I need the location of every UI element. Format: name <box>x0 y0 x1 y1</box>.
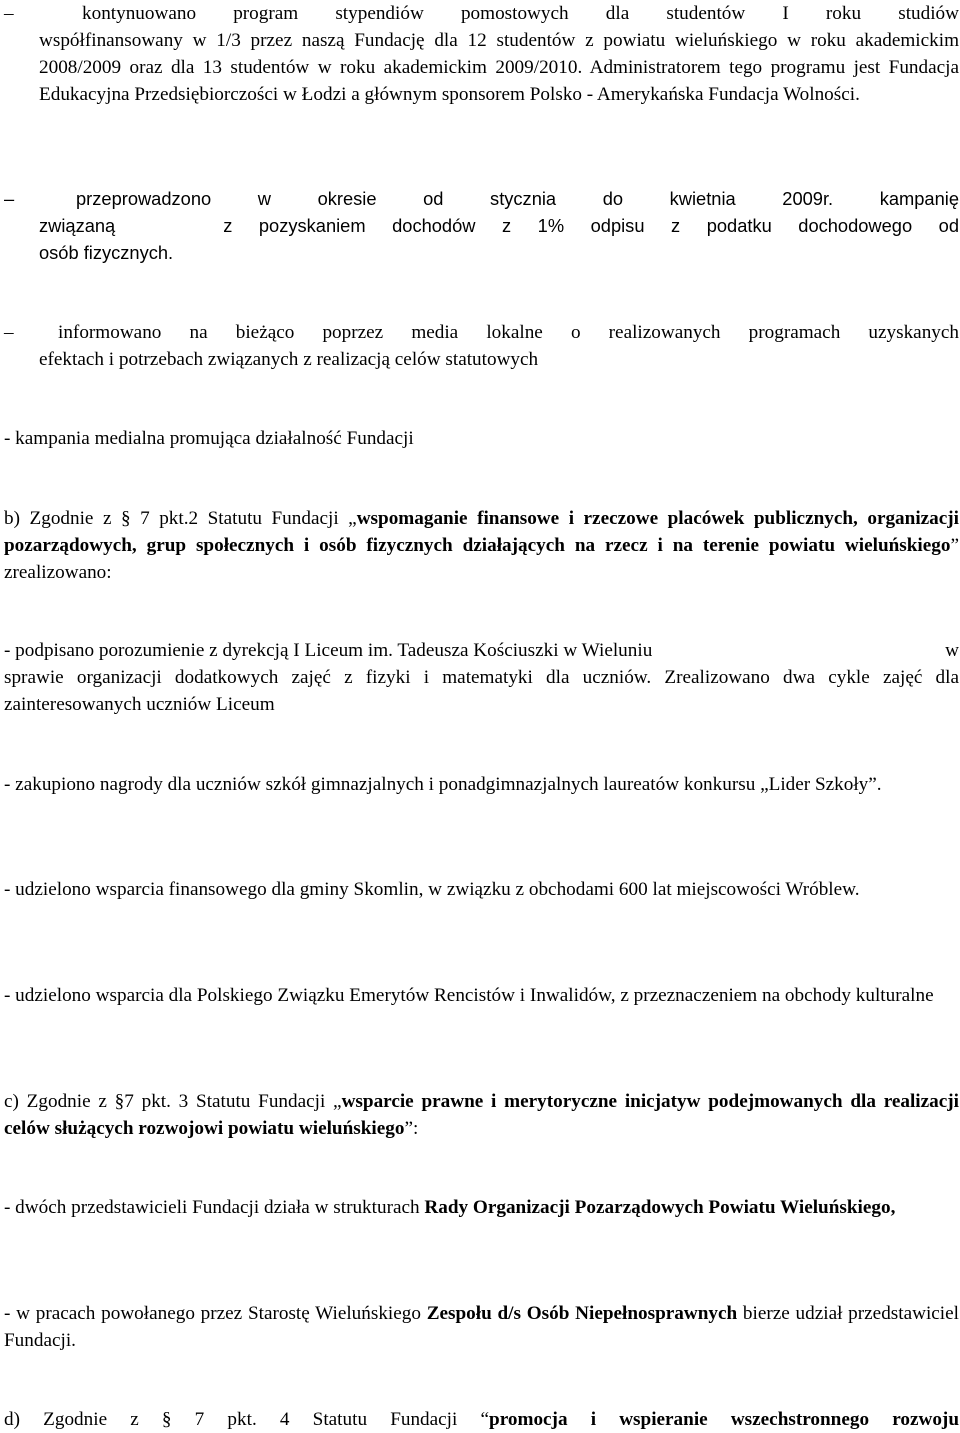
paragraph-text: efektach i potrzebach związanych z realizacją celów statutowych <box>39 349 539 370</box>
paragraph-text: - dwóch przedstawicieli Fundacji działa w strukturach Rady Organizacji Pozarządowych Powiatu Wieluńskiego, <box>4 1197 896 1218</box>
paragraph-line: osób fizycznych. <box>39 242 174 263</box>
paragraph-text: - udzielono wsparcia dla Polskiego Związku Emerytów Rencistów i Inwalidów, z przeznaczeniem na obchody kulturalne <box>4 985 934 1006</box>
paragraph-text: - kampania medialna promująca działalność Fundacji <box>4 428 414 449</box>
paragraph-pkt3 <box>4 1088 959 1142</box>
paragraph-porozumienie <box>4 637 959 718</box>
list-dash: – <box>4 188 15 209</box>
paragraph-line: - podpisano porozumienie z dyrekcją I Liceum im. Tadeusza Kościuszki w Wieluniu w <box>4 640 959 661</box>
list-dash: – <box>4 322 14 343</box>
list-dash: – <box>4 3 14 24</box>
paragraph-rada <box>4 1194 959 1221</box>
paragraph-zespol <box>4 1300 959 1354</box>
paragraph-line: informowano na bieżąco poprzez media lokalne o realizowanych programach uzyskanych <box>58 322 959 343</box>
paragraph-line: przeprowadzono w okresie od stycznia do kwietnia 2009r. kampanię <box>76 188 959 209</box>
paragraph-nagrody <box>4 771 959 798</box>
paragraph-skomlin <box>4 876 959 903</box>
paragraph-line: d) Zgodnie z § 7 pkt. 4 Statutu Fundacji “promocja i wspieranie wszechstronnego rozwoju <box>4 1409 959 1430</box>
paragraph-text: - zakupiono nagrody dla uczniów szkół gimnazjalnych i ponadgimnazjalnych laureatów konkursu „Lider Szkoły”. <box>4 774 882 795</box>
paragraph-pkt4 <box>4 1406 959 1433</box>
paragraph-line: związaną z pozyskaniem dochodów z 1% odpisu z podatku dochodowego od <box>39 215 959 236</box>
paragraph-text: c) Zgodnie z §7 pkt. 3 Statutu Fundacji „wsparcie prawne i merytoryczne inicjatyw podejmowanych dla realizacji celów służących rozwojowi powiatu wieluńskiego”: <box>4 1091 959 1139</box>
paragraph-kampania-1proc <box>4 185 959 266</box>
paragraph-kampania-medialna <box>4 425 959 452</box>
paragraph-pkt2 <box>4 505 959 586</box>
paragraph-media <box>4 319 959 373</box>
paragraph-line: kontynuowano program stypendiów pomostowych dla studentów I roku studiów <box>82 3 959 24</box>
paragraph-text: sprawie organizacji dodatkowych zajęć z fizyki i matematyki dla uczniów. Zrealizowano dwa cykle zajęć dla zainteresowanych uczniów Liceum <box>4 667 959 715</box>
paragraph-text: - w pracach powołanego przez Starostę Wieluńskiego Zespołu d/s Osób Niepełnosprawnych bierze udział przedstawiciel Fundacji. <box>4 1303 959 1351</box>
paragraph-stypendia <box>4 0 959 108</box>
paragraph-text: - udzielono wsparcia finansowego dla gminy Skomlin, w związku z obchodami 600 lat miejscowości Wróblew. <box>4 879 860 900</box>
paragraph-emeryci <box>4 982 959 1009</box>
paragraph-text: współfinansowany w 1/3 przez naszą Fundację dla 12 studentów z powiatu wieluńskiego w roku akademickim 2008/2009 oraz dla 13 studentów w roku akademickim 2009/2010. Administratorem tego programu jest Fundacja Edukacyjna Przedsiębiorczości w Łodzi a głównym sponsorem Polsko - Amerykańska Fundacja Wolności. <box>39 30 959 105</box>
paragraph-text: b) Zgodnie z § 7 pkt.2 Statutu Fundacji „wspomaganie finansowe i rzeczowe placówek publicznych, organizacji pozarządowych, grup społecznych i osób fizycznych działających na rzecz i na terenie powiatu wieluńskiego” zrealizowano: <box>4 508 959 583</box>
